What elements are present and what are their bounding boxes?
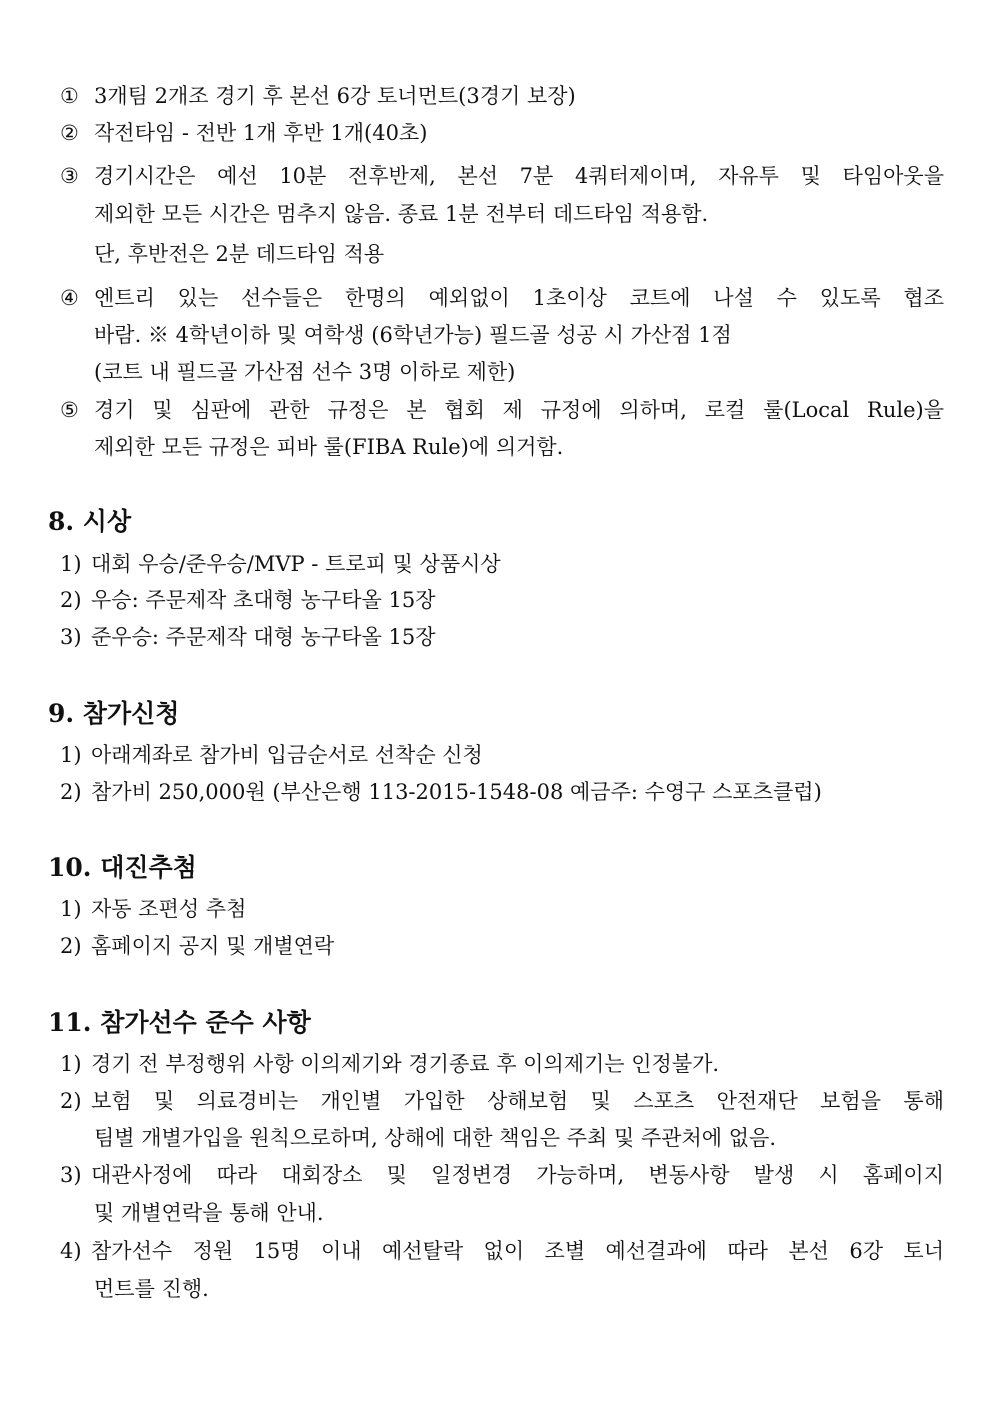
list-item-text: 아래계좌로 참가비 입금순서로 선착순 신청 bbox=[91, 743, 483, 767]
list-item-text: 경기 및 심판에 관한 규정은 본 협회 제 규정에 의하며, 로컬 룰(Local Rule)을 bbox=[94, 398, 944, 422]
list-item-text: 단, 후반전은 2분 데드타임 적용 bbox=[94, 242, 385, 266]
list-item-text: 작전타임 - 전반 1개 후반 1개(40초) bbox=[94, 121, 428, 145]
list-item-text: 경기 전 부정행위 사항 이의제기와 경기종료 후 이의제기는 인정불가. bbox=[91, 1052, 720, 1076]
list-item-text: 제외한 모든 시간은 멈추지 않음. 종료 1분 전부터 데드타임 적용함. bbox=[94, 202, 709, 226]
list-marker: 2) bbox=[60, 1089, 82, 1113]
list-marker: 3) bbox=[60, 625, 82, 649]
section-heading: 8. 시상 bbox=[48, 507, 132, 536]
list-item-text: 바람. ※ 4학년이하 및 여학생 (6학년가능) 필드골 성공 시 가산점 1점 bbox=[94, 323, 732, 347]
list-marker: 1) bbox=[60, 897, 82, 921]
list-marker: ① bbox=[60, 84, 79, 108]
section-heading: 11. 참가선수 준수 사항 bbox=[48, 1008, 311, 1037]
list-item-text: 준우승: 주문제작 대형 농구타올 15장 bbox=[91, 625, 436, 649]
list-item-text: 제외한 모든 규정은 피바 룰(FIBA Rule)에 의거함. bbox=[94, 435, 564, 459]
list-item-text: 경기시간은 예선 10분 전후반제, 본선 7분 4쿼터제이며, 자유투 및 타임아웃을 bbox=[94, 164, 944, 188]
list-item-text: 3개팀 2개조 경기 후 본선 6강 토너먼트(3경기 보장) bbox=[94, 84, 576, 108]
list-item-text: 자동 조편성 추첨 bbox=[91, 897, 247, 921]
list-item-text: 참가비 250,000원 (부산은행 113-2015-1548-08 예금주: 수영구 스포츠클럽) bbox=[91, 780, 822, 804]
list-marker: 1) bbox=[60, 1052, 82, 1076]
list-item-text: (코트 내 필드골 가산점 선수 3명 이하로 제한) bbox=[94, 360, 516, 384]
list-marker: 4) bbox=[60, 1239, 82, 1263]
list-item-text: 대회 우승/준우승/MVP - 트로피 및 상품시상 bbox=[91, 552, 501, 576]
list-marker: 1) bbox=[60, 552, 82, 576]
list-item-text: 홈페이지 공지 및 개별연락 bbox=[91, 934, 335, 958]
section-heading: 9. 참가신청 bbox=[48, 699, 180, 728]
list-marker: 2) bbox=[60, 588, 82, 612]
list-marker: ⑤ bbox=[60, 398, 79, 422]
list-marker: 1) bbox=[60, 743, 82, 767]
list-item-text: 먼트를 진행. bbox=[94, 1277, 209, 1301]
list-item-text: 대관사정에 따라 대회장소 및 일정변경 가능하며, 변동사항 발생 시 홈페이지 bbox=[91, 1163, 944, 1187]
list-marker: 2) bbox=[60, 780, 82, 804]
list-marker: 3) bbox=[60, 1163, 82, 1187]
list-item-text: 참가선수 정원 15명 이내 예선탈락 없이 조별 예선결과에 따라 본선 6강 토너 bbox=[91, 1239, 944, 1263]
list-marker: 2) bbox=[60, 934, 82, 958]
list-marker: ④ bbox=[60, 286, 79, 310]
list-marker: ② bbox=[60, 121, 79, 145]
list-marker: ③ bbox=[60, 164, 79, 188]
list-item-text: 우승: 주문제작 초대형 농구타올 15장 bbox=[91, 588, 436, 612]
list-item-text: 보험 및 의료경비는 개인별 가입한 상해보험 및 스포츠 안전재단 보험을 통해 bbox=[91, 1089, 944, 1113]
list-item-text: 엔트리 있는 선수들은 한명의 예외없이 1초이상 코트에 나설 수 있도록 협조 bbox=[94, 286, 944, 310]
section-heading: 10. 대진추첨 bbox=[48, 853, 197, 882]
list-item-text: 및 개별연락을 통해 안내. bbox=[94, 1201, 324, 1225]
list-item-text: 팀별 개별가입을 원칙으로하며, 상해에 대한 책임은 주최 및 주관처에 없음. bbox=[94, 1126, 777, 1150]
